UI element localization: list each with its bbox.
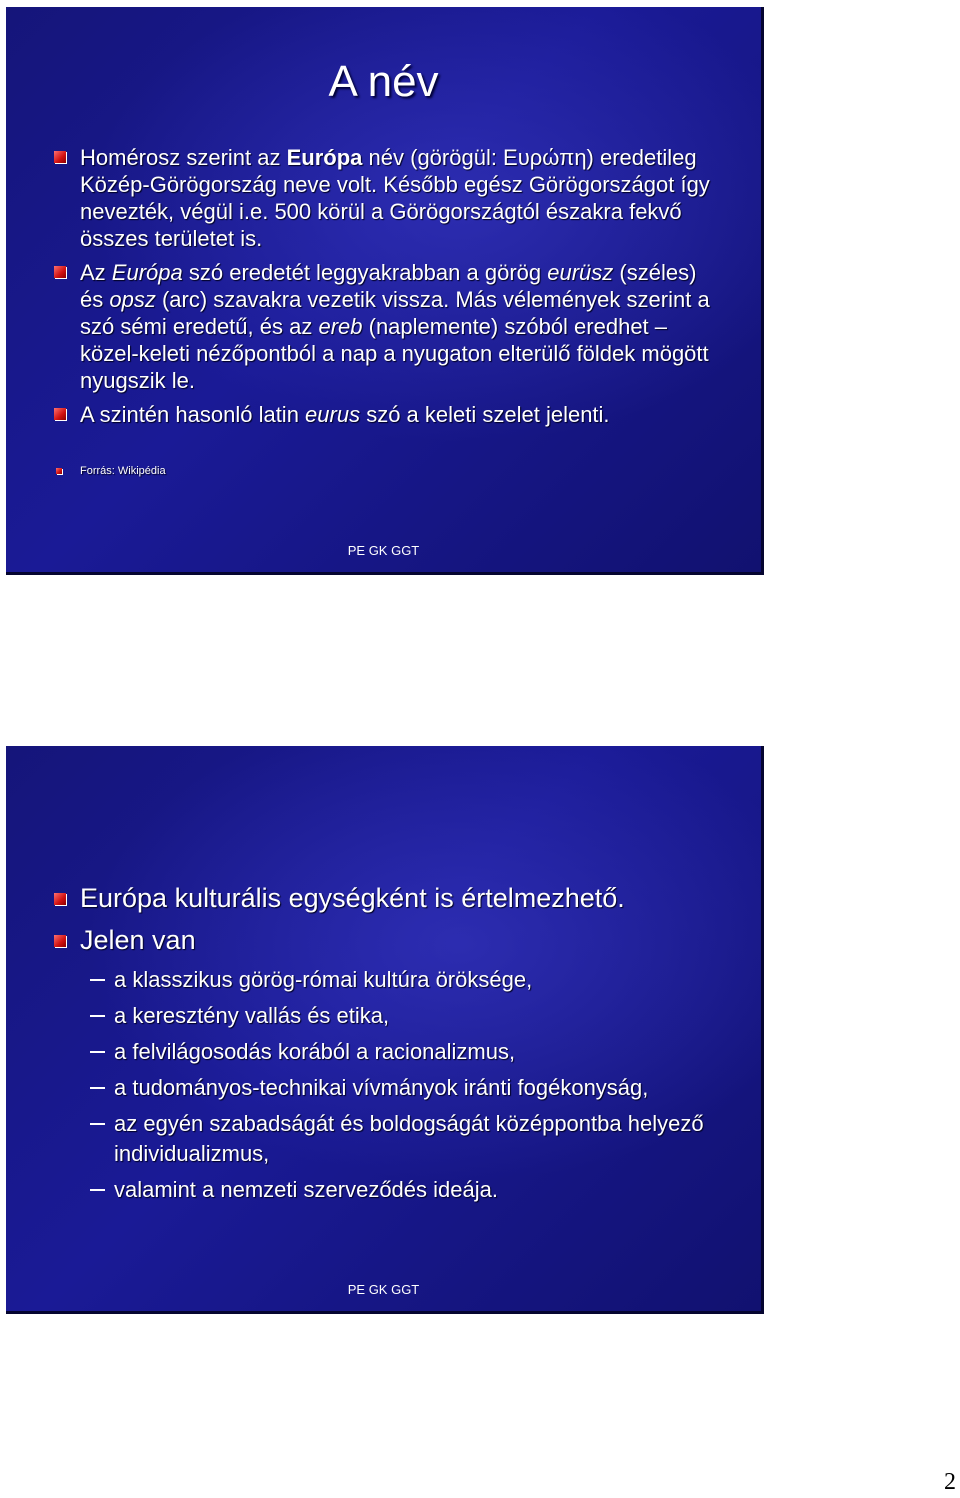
bullet-text: Európa kulturális egységként is értelmezhető. [80, 883, 625, 913]
slide-2 [6, 746, 764, 1314]
slide-title: A név [328, 57, 439, 106]
sub-bullet-item: a keresztény vallás és etika, [54, 1001, 721, 1031]
bullet-list [54, 144, 721, 485]
dash-bullet-icon [90, 1123, 105, 1125]
square-bullet-icon [54, 893, 66, 905]
bullet-item [54, 881, 721, 915]
bullet-text: Az Európa szó eredetét leggyakrabban a görög eurüsz (széles) és opsz (arc) szavakra vezetik vissza. Más vélemények szerint a szó sémi eredetű, és az ereb (naplemente) szóból eredhet – közel-keleti nézőpontból a nap a nyugaton elterülő földek mögött nyugszik le. [80, 260, 710, 393]
sub-bullet-item: a klasszikus görög-római kultúra öröksége, [54, 965, 721, 995]
dash-bullet-icon [90, 1051, 105, 1053]
square-bullet-icon [54, 266, 66, 278]
emphasis-italic: eurüsz [547, 260, 614, 285]
square-bullet-icon [54, 935, 66, 947]
sub-bullet-item: valamint a nemzeti szerveződés ideája. [54, 1175, 721, 1205]
bullet-item [54, 259, 721, 394]
emphasis-bold: Európa [286, 145, 363, 170]
bullet-item [54, 401, 721, 428]
bullet-item [54, 923, 721, 1205]
square-bullet-icon [54, 408, 66, 420]
sub-bullet-list [54, 965, 721, 1205]
square-bullet-icon [54, 151, 66, 163]
dash-bullet-icon [90, 1015, 105, 1017]
emphasis-italic: Európa [111, 260, 183, 285]
sub-bullet-item: a tudományos-technikai vívmányok iránti fogékonyság, [54, 1073, 721, 1103]
slide-1 [6, 7, 764, 575]
bullet-text: A szintén hasonló latin eurus szó a keleti szelet jelenti. [80, 402, 610, 427]
dash-bullet-icon [90, 1087, 105, 1089]
emphasis-italic: opsz [109, 287, 156, 312]
emphasis-italic: ereb [318, 314, 363, 339]
dash-bullet-icon [90, 979, 105, 981]
dash-bullet-icon [90, 1189, 105, 1191]
slide-footer: PE GK GGT [347, 543, 420, 558]
bullet-text: Homérosz szerint az Európa név (görögül: Ευρώπη) eredetileg Közép-Görögország neve volt. Később egész Görögországot így nevezték, végül i.e. 500 körül a Görögországtól északra fekvő összes területet is. [80, 145, 710, 251]
sub-bullet-item: a felvilágosodás korából a racionalizmus, [54, 1037, 721, 1067]
sub-bullet-item: az egyén szabadságát és boldogságát középpontba helyező individualizmus, [54, 1109, 721, 1169]
square-bullet-icon [56, 468, 62, 474]
source-note [54, 464, 721, 478]
bullet-text: Jelen van [80, 925, 196, 955]
bullet-item [54, 144, 721, 252]
emphasis-italic: eurus [305, 402, 361, 427]
source-text: Forrás: Wikipédia [80, 465, 166, 477]
bullet-list [54, 881, 721, 1213]
page-number: 2 [944, 1469, 956, 1495]
slide-footer: PE GK GGT [347, 1282, 420, 1297]
